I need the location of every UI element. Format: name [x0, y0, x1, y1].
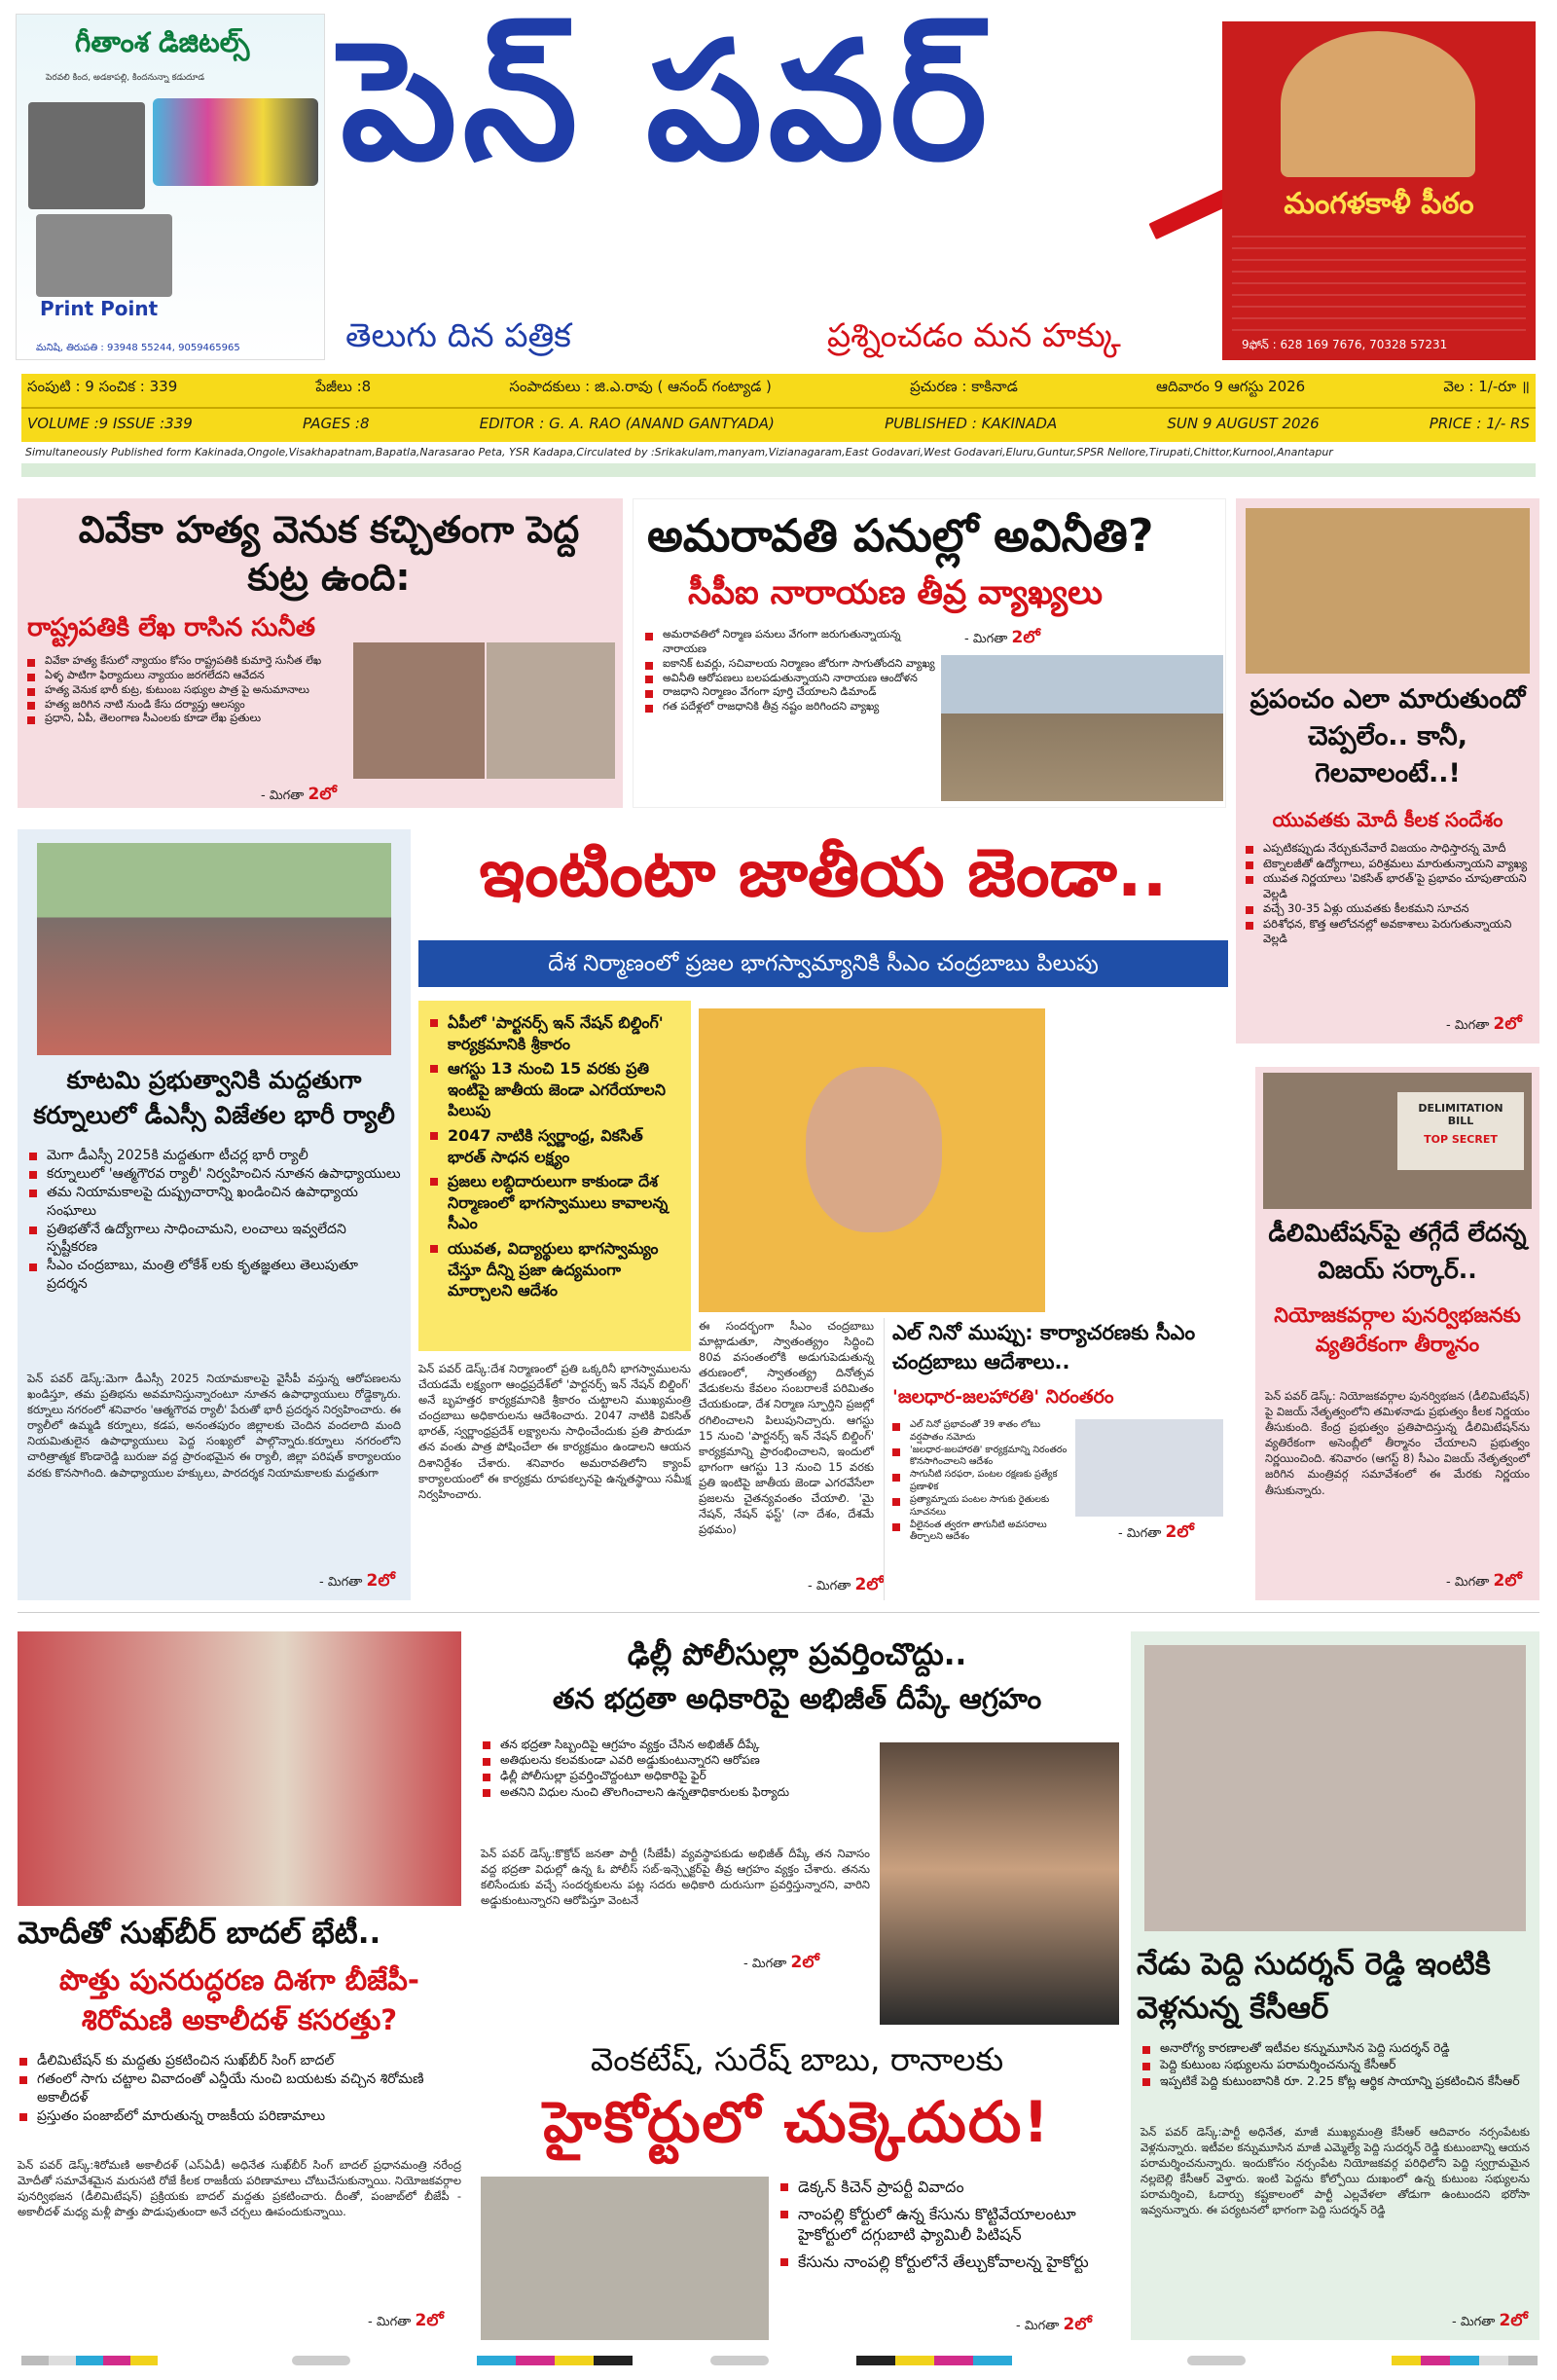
- rally-story: [18, 829, 411, 1600]
- kcr-bullet: అనారోగ్య కారణాలతో ఇటీవల కన్నుమూసిన పెద్ది సుదర్శన్ రెడ్డి: [1141, 2040, 1530, 2057]
- viveka-bullet: హత్య వెనుక భారీ కుట్ర, కుటుంబ సభ్యుల పాత్ర పై అనుమానాలు: [25, 683, 356, 698]
- flag-bullet: 2047 నాటికి స్వర్ణాంధ్ర, వికసిత్ భారత్ సాధన లక్ష్యం: [428, 1125, 683, 1167]
- date-en: SUN 9 AUGUST 2026: [1167, 415, 1320, 432]
- kcr-body: పెన్ పవర్ డెస్క్:పార్టీ అధినేత, మాజీ ముఖ్యమంత్రి కేసీఆర్ ఆదివారం నర్సంపేటకు వెళ్లనున్నారు. ఇటీవల కన్నుమూసిన మాజీ ఎమ్మెల్యే పెద్ది సుదర్శన్ రెడ్డి కుటుంబాన్ని ఆయన పరామర్శించనున్నారు. ఇందుకోసం నర్సంపేట నియోజకవర్గ పరిధిలోని పెద్ది స్వగ్రామమైన నల్లబెల్లి కేసీఆర్ వెళ్తారు. ఇంటి పెద్దను కోల్పోయి దుఃఖంలో ఉన్న కుటుంబ సభ్యులను పరామర్శించి, ఓదార్పు కష్టకాలంలో పార్టీ ఎల్లవేళలా తోడుగా ఉంటుందని భరోసా ఇవ్వనున్నారు. ఈ పర్యటనలో భాగంగా పెద్ది సుదర్శన్ రెడ్డి: [1141, 2125, 1530, 2217]
- tagline-left: తెలుగు దిన పత్రిక: [345, 316, 571, 355]
- published-te: ప్రచురణ : కాకినాడ: [910, 378, 1018, 395]
- rally-bullet: కర్నూలులో 'ఆత్మగౌరవ ర్యాలీ' నిర్వహించిన నూతన ఉపాధ్యాయులు: [27, 1165, 401, 1184]
- ad-contact: మనిషి, తిరుపతి : 93948 55244, 9059465965: [36, 343, 240, 353]
- flag-bullet: ఏపీలో 'పార్టనర్స్ ఇన్ నేషన్ బిల్డింగ్' కార్యక్రమానికి శ్రీకారం: [428, 1012, 683, 1054]
- viveka-bullet: హత్య జరిగిన నాటి నుండి కేసు దర్యాప్తు ఆలస్యం: [25, 698, 356, 713]
- amaravati-bullet: గత పదేళ్లలో రాజధానికి తీవ్ర నష్టం జరిగిందని వ్యాఖ్య: [643, 700, 935, 714]
- volume-en: VOLUME :9 ISSUE :339: [27, 415, 193, 432]
- amaravati-headline: అమరావతి పనుల్లో అవినీతి?: [647, 509, 1154, 562]
- badal-body: పెన్ పవర్ డెస్క్:శిరోమణి అకాలీదళ్ (ఎస్ఏడీ) అధినేత సుఖ్‌బీర్ సింగ్ బాదల్ ప్రధానమంత్రి నరేంద్ర మోదీతో సమావేశమైన మరుసటి రోజే కీలక రాజకీయ పరిణామాలు చోటుచేసుకున్నాయి. నియోజకవర్గాల పునర్విభజన (డీలిమిటేషన్) ప్రక్రియకు బాదల్ మద్దతు ప్రకటించారు. దీంతో, పంజాబ్‌లో బీజేపీ - అకాలీదళ్ మధ్య మళ్లీ పొత్తు పొడుపుతుందా అనే చర్చలు ఊపందుకున్నాయి.: [18, 2158, 461, 2219]
- delimitation-bill: DELIMITATION BILL TOP SECRET: [1397, 1092, 1524, 1170]
- elnino-story: [884, 1318, 1228, 1600]
- modi-bullet: యువత నిర్ణయాలు 'వికసిత్ భారత్'పై ప్రభావం చూపుతాయని వెల్లడి: [1244, 871, 1532, 901]
- viveka-photo: [487, 642, 615, 779]
- pages-te: పేజీలు :8: [315, 378, 372, 395]
- venkatesh-bullets: [778, 2177, 1119, 2272]
- delhi-subhead: తన భద్రతా అధికారిపై అభిజీత్ దీప్కే ఆగ్రహం: [552, 1682, 1042, 1715]
- elnino-subhead: 'జలధార-జలహారతి' నిరంతరం: [892, 1386, 1114, 1408]
- kcr-photo: [1144, 1645, 1526, 1931]
- simultaneous-line: Simultaneously Published form Kakinada,Ongole,Visakhapatnam,Bapatla,Narasarao Peta, YSR Kadapa,Circulated by :Srikakulam,manyam,Vizianagaram,East Godavari,West Godavari,Eluru,Guntur,SPSR Nellore,Tirupati,Chittor,Kurnool,Anantapur: [25, 446, 1333, 458]
- amaravati-bullet: అమరావతిలో నిర్మాణ పనులు వేగంగా జరుగుతున్నాయన్న నారాయణ: [643, 628, 935, 657]
- price-en: PRICE : 1/- RS: [1429, 415, 1530, 432]
- info-strip: [21, 374, 1536, 442]
- badal-continued: - మిగతా 2లో: [368, 2311, 444, 2330]
- modi-subhead: యువతకు మోదీ కీలక సందేశం: [1272, 808, 1503, 831]
- elnino-bullets: [890, 1419, 1071, 1544]
- flag-bullets: [428, 1012, 683, 1301]
- amaravati-story: [633, 498, 1226, 808]
- venkatesh-line2: హైకోర్టులో చుక్కెదురు!: [543, 2089, 1051, 2155]
- modi-headline: ప్రపంచం ఎలా మారుతుందో చెప్పలేం.. కానీ, గెలవాలంటే..!: [1249, 684, 1526, 788]
- viveka-story: [18, 498, 623, 808]
- elnino-bullet: వీలైనంత త్వరగా తాగునీటి అవసరాలు తీర్చాలని ఆదేశం: [890, 1520, 1071, 1545]
- badal-headline: మోదీతో సుఖ్‌బీర్ బాదల్ భేటీ..: [18, 1916, 381, 1951]
- delhi-body: పెన్ పవర్ డెస్క్:కొక్రోచ్ జనతా పార్టీ (సీజేపీ) వ్యవస్థాపకుడు అభిజీత్ దీప్కే తన నివాసం వద్ద భద్రతా విధుల్లో ఉన్న ఓ పోలీస్ సబ్-ఇన్స్పెక్టర్‌పై తీవ్ర ఆగ్రహం వ్యక్తం చేశారు. తనను కలిసేందుకు వచ్చే సందర్శకులను పట్ల సదరు అధికారి దురుసుగా ప్రవర్తిస్తున్నారని, వారిని అడ్డుకుంటున్నారని ఆరోపిస్తూ వెంటనే: [481, 1847, 870, 1908]
- construction-photo: [941, 655, 1223, 801]
- flag-banner: దేశ నిర్మాణంలో ప్రజల భాగస్వామ్యానికి సీఎం చంద్రబాబు పిలుపు: [418, 940, 1228, 987]
- rally-photo: [37, 843, 391, 1055]
- venkatesh-bullet: డెక్కన్ కిచెన్ ప్రాపర్టీ వివాదం: [778, 2177, 1119, 2198]
- ad-shop-name: గీతాంశ డిజిటల్స్: [75, 26, 250, 58]
- amaravati-bullet: ఐకానిక్ టవర్లు, సచివాలయ నిర్మాణం జోరుగా సాగుతోందని వ్యాఖ్య: [643, 657, 935, 672]
- color-calibration-bar-5: [856, 2356, 1012, 2365]
- rally-bullet: తమ నియామకాలపై దుష్ప్రచారాన్ని ఖండించిన ఉపాధ్యాయ సంఘాలు: [27, 1184, 401, 1221]
- pages-en: PAGES :8: [302, 415, 370, 432]
- right-advertisement: [1222, 21, 1536, 360]
- left-advertisement: [16, 14, 325, 360]
- flag-headline: ఇంటింటా జాతీయ జెండా..: [479, 835, 1168, 912]
- badal-modi-photo: [18, 1631, 461, 1906]
- rally-body: పెన్ పవర్ డెస్క్:మెగా డీఎస్సీ 2025 నియామకాలపై వైసీపీ వస్తున్న ఆరోపణలను ఖండిస్తూ, తమ ప్రతిభను అవమానిస్తున్నారంటూ నూతన ఉపాధ్యాయులు రోడ్డెక్కారు. కర్నూలు నగరంలో శనివారం 'ఆత్మగౌరవ ర్యాలీ' పేరుతో భారీ ప్రదర్శన నిర్వహించారు. ఈ ర్యాలీలో ఉమ్మడి కర్నూలు, కడప, అనంతపురం జిల్లాలకు చెందిన వందలాది మంది నియమితులైన ఉపాధ్యాయులు పెద్ద సంఖ్యలో పాల్గొన్నారు.కర్నూలు నగరంలోని చారిత్రాత్మక కొండారెడ్డి బురుజు వద్ద ప్రారంభమైన ఈ ర్యాలీ, జిల్లా పరిషత్ కార్యాలయం వరకు కొనసాగింది. ఉపాధ్యాయుల హక్కులు, పారదర్శక నియామకాలకు మద్దతుగా: [27, 1372, 401, 1480]
- ad-phone: 9ఫోన్ : 628 169 7676, 70328 57231: [1242, 338, 1448, 351]
- delhi-bullet: అతిథులను కలవకుండా ఎవరి అడ్డుకుంటున్నారని ఆరోపణ: [481, 1752, 870, 1768]
- badal-story: [18, 1631, 461, 2340]
- ad-address: పెరవలి కింద, అడకాపల్లి, కిందనున్నా కడుదూడ: [46, 73, 205, 83]
- flag-bullet: ఆగస్టు 13 నుంచి 15 వరకు ప్రతి ఇంటిపై జాతీయ జెండా ఎగరేయాలని పిలుపు: [428, 1058, 683, 1121]
- rally-bullet: ప్రతిభతోనే ఉద్యోగాలు సాధించామని, లంచాలు ఇవ్వలేదని స్పష్టీకరణ: [27, 1221, 401, 1258]
- viveka-bullets: [25, 654, 356, 726]
- viveka-headline: వివేకా హత్య వెనుక కచ్చితంగా పెద్ద కుట్ర ఉంది:: [78, 508, 580, 600]
- flag-body-right: ఈ సందర్భంగా సీఎం చంద్రబాబు మాట్లాడుతూ, స్వాతంత్య్రం సిద్ధించి 80వ వసంతంలోకి అడుగుపెడుతున్న తరుణంలో, స్వాతంత్య్ర దినోత్సవ వేడుకలను కేవలం సంబరాలకే పరిమితం చేయకుండా, దేశ నిర్మాణ స్ఫూర్తిని ప్రజల్లో రగిలించాలని పిలుపునిచ్చారు. ఆగస్టు 15 నుంచి 'పార్టనర్స్ ఇన్ నేషన్ బిల్డింగ్' కార్యక్రమాన్ని ప్రారంభించాలని, ఇందులో భాగంగా ఆగస్టు 13 నుంచి 15 వరకు ప్రతి ఇంటిపై జాతీయ జెండా ఎగరవేసేలా ప్రజలను చైతన్యవంతం చేయాలి. 'మై నేషన్, నేషన్ ఫస్ట్' (నా దేశం, దేశమే ప్రథమం): [699, 1319, 874, 1537]
- venkatesh-bullet: కేసును నాంపల్లి కోర్టులోనే తేల్చుకోవాలన్న హైకోర్టు: [778, 2252, 1119, 2273]
- rally-bullet: సీఎం చంద్రబాబు, మంత్రి లోకేశ్ లకు కృతజ్ఞతలు తెలుపుతూ ప్రదర్శన: [27, 1257, 401, 1294]
- flag-bullet: యువత, విద్యార్థులు భాగస్వామ్యం చేస్తూ దీన్ని ప్రజా ఉద్యమంగా మార్చాలని ఆదేశం: [428, 1238, 683, 1301]
- color-calibration-bar-2: [292, 2356, 350, 2365]
- color-calibration-bar-7: [1392, 2356, 1538, 2365]
- abhijit-photo: [880, 1742, 1119, 2025]
- modi-story: [1236, 498, 1539, 1044]
- badal-subhead: పొత్తు పునరుద్ధరణ దిశగా బీజేపీ-శిరోమణి అకాలీదళ్ కసరత్తు?: [59, 1963, 419, 2036]
- badal-bullet: డీలిమిటేషన్ కు మద్దతు ప్రకటించిన సుఖ్‌బీర్ సింగ్ బాదల్: [18, 2052, 461, 2070]
- delhi-bullet: అతనిని విధుల నుంచి తొలగించాలని ఉన్నతాధికారులకు ఫిర్యాదు: [481, 1784, 870, 1800]
- info-divider: [21, 407, 1536, 409]
- delimitation-story: [1255, 1067, 1539, 1600]
- ad-logo: Print Point: [40, 297, 159, 320]
- elnino-bullet: 'జలధార-జలహారతి' కార్యక్రమాన్ని నిరంతరం కొనసాగించాలని ఆదేశం: [890, 1445, 1071, 1470]
- delhi-bullets: [481, 1737, 870, 1800]
- published-en: PUBLISHED : KAKINADA: [885, 415, 1058, 432]
- elnino-bullet: సాగునీటి సరఫరా, పంటల రక్షణకు ప్రత్యేక ప్రణాళిక: [890, 1469, 1071, 1494]
- elnino-bullet: ఎల్ నినో ప్రభావంతో 39 శాతం లోటు వర్షపాతం నమోదు: [890, 1419, 1071, 1445]
- delhi-bullet: తన భద్రతా సిబ్బందిపై ఆగ్రహం వ్యక్తం చేసిన అభిజీత్ దీప్కే: [481, 1737, 870, 1752]
- flag-story: [418, 829, 1228, 1600]
- cm-face: [806, 1067, 942, 1232]
- kcr-story: [1131, 1631, 1539, 2340]
- rally-continued: - మిగతా 2లో: [319, 1571, 395, 1591]
- viveka-bullet: ప్రధాని, ఏపీ, తెలంగాణ సీఎంలకు కూడా లేఖ ప్రతులు: [25, 712, 356, 726]
- amaravati-bullet: అవినీతి ఆరోపణలు బలపడుతున్నాయని నారాయణ ఆందోళన: [643, 672, 935, 686]
- delimitation-subhead: నియోజకవర్గాల పునర్విభజనకు వ్యతిరేకంగా తీర్మానం: [1274, 1303, 1521, 1357]
- kcr-continued: - మిగతా 2లో: [1452, 2311, 1528, 2330]
- delimitation-body: పెన్ పవర్ డెస్క్: నియోజకవర్గాల పునర్విభజన (డీలిమిటేషన్) పై విజయ్ నేతృత్వంలోని తమిళనాడు ప్రభుత్వం కీలక నిర్ణయం తీసుకుంది. కేంద్ర ప్రభుత్వం ప్రతిపాదిస్తున్న డీలిమిటేషన్‌ను వ్యతిరేకంగా అసెంబ్లీలో తీర్మానం చేయాలని ప్రభుత్వం నిర్ణయించింది. శనివారం (ఆగస్ట్ 8) సీఎం విజయ్ నేతృత్వంలో జరిగిన మంత్రివర్గ సమావేశంలో ఈ మేరకు నిర్ణయం తీసుకున్నారు.: [1265, 1389, 1530, 1497]
- editor-en: EDITOR : G. A. RAO (ANAND GANTYADA): [479, 415, 775, 432]
- modi-bullet: వచ్చే 30-35 ఏళ్లు యువతకు కీలకమని సూచన: [1244, 901, 1532, 917]
- venkatesh-bullet: నాంపల్లి కోర్టులో ఉన్న కేసును కొట్టివేయాలంటూ హైకోర్టులో దగ్గుబాటి ఫ్యామిలీ పిటిషన్: [778, 2204, 1119, 2246]
- color-calibration-bar-3: [477, 2356, 633, 2365]
- delimitation-continued: - మిగతా 2లో: [1446, 1571, 1522, 1591]
- color-calibration-bar-4: [710, 2356, 769, 2365]
- swamiji-photo: [1281, 31, 1475, 177]
- flag-continued: - మిగతా 2లో: [808, 1575, 884, 1594]
- modi-bullet: టెక్నాలజీతో ఉద్యోగాలు, పరిశ్రమలు మారుతున్నాయని వ్యాఖ్య: [1244, 857, 1532, 872]
- elnino-continued: - మిగతా 2లో: [1118, 1522, 1194, 1542]
- masthead-title: పెన్ పవర్: [341, 6, 994, 197]
- modi-bullets: [1244, 841, 1532, 947]
- viveka-continued: - మిగతా 2లో: [261, 785, 337, 804]
- elnino-photo: [1075, 1419, 1223, 1517]
- delimitation-photo: [1263, 1073, 1532, 1209]
- ink-bottles-image: [153, 98, 318, 186]
- viveka-subhead: రాష్ట్రపతికి లేఖ రాసిన సునీత: [27, 613, 316, 642]
- ad-details: [1232, 236, 1526, 333]
- badal-bullets: [18, 2052, 461, 2126]
- venkatesh-line1: వెంకటేష్, సురేష్ బాబు, రానాలకు: [590, 2040, 1004, 2078]
- modi-bullet: పరిశోధన, కొత్త ఆలోచనల్లో అవకాశాలు పెరుగుతున్నాయని వెల్లడి: [1244, 917, 1532, 947]
- color-calibration-bar-6: [1187, 2356, 1246, 2365]
- color-calibration-bar-1: [21, 2356, 158, 2365]
- daggubati-photo: [481, 2177, 769, 2340]
- badal-bullet: ప్రస్తుతం పంజాబ్‌లో మారుతున్న రాజకీయ పరిణామాలు: [18, 2107, 461, 2126]
- amaravati-bullet: రాజధాని నిర్మాణం వేగంగా పూర్తి చేయాలని డిమాండ్: [643, 685, 935, 700]
- delhi-story: [471, 1631, 1123, 2029]
- kcr-bullet: ఇప్పటికే పెద్ది కుటుంబానికి రూ. 2.25 కోట్ల ఆర్థిక సాయాన్ని ప్రకటించిన కేసీఆర్: [1141, 2073, 1530, 2090]
- sunitha-photo: [353, 642, 485, 779]
- venkatesh-story: [471, 2040, 1123, 2340]
- flag-body-left: పెన్ పవర్ డెస్క్:దేశ నిర్మాణంలో ప్రతి ఒక్కరినీ భాగస్వాములను చేయడమే లక్ష్యంగా ఆంధ్రప్రదేశ్‌లో 'పార్టనర్స్ ఇన్ నేషన్ బిల్డింగ్' అనే బృహత్తర కార్యక్రమానికి శ్రీకారం చుట్టాలని ముఖ్యమంత్రి చంద్రబాబు అధికారులను ఆదేశించారు. 2047 నాటికి వికసిత్ భారత్, స్వర్ణాంధ్రప్రదేశ్ లక్ష్యాలను సాధించేందుకు ప్రతి పౌరుడూ తన వంతు పాత్ర పోషించేలా ఈ కార్యక్రమం ఉండాలని ఆయన దిశానిర్దేశం చేశారు. శనివారం అమరావతిలోని క్యాంప్ కార్యాలయంలో ఈ కార్యక్రమ రూపకల్పనపై ఉన్నతస్థాయి సమీక్ష నిర్వహించారు.: [418, 1362, 691, 1501]
- volume-te: సంపుటి : 9 సంచిక : 339: [27, 378, 178, 395]
- rally-bullets: [27, 1147, 401, 1294]
- elnino-headline: ఎల్ నినో ముప్పు: కార్యాచరణకు సీఎం చంద్రబాబు ఆదేశాలు..: [892, 1321, 1196, 1374]
- date-te: ఆదివారం 9 ఆగస్టు 2026: [1155, 378, 1306, 395]
- amaravati-subhead: సీపీఐ నారాయణ తీవ్ర వ్యాఖ్యలు: [688, 573, 1103, 612]
- printer-image: [28, 102, 145, 209]
- modi-photo: [1246, 508, 1530, 674]
- info-row-2: [27, 415, 1530, 432]
- green-rule: [21, 463, 1536, 477]
- viveka-bullet: వివేకా హత్య కేసులో న్యాయం కోసం రాష్ట్రపతికి కుమార్తె సునీత లేఖ: [25, 654, 356, 669]
- badal-bullet: గతంలో సాగు చట్టాల వివాదంతో ఎన్డీయే నుంచి బయటకు వచ్చిన శిరోమణి అకాలీదళ్: [18, 2070, 461, 2107]
- viveka-bullet: ఏళ్ళ పాటిగా ఫిర్యాదులు న్యాయం జరగలేదని ఆవేదన: [25, 669, 356, 683]
- kcr-headline: నేడు పెద్ది సుదర్శన్ రెడ్డి ఇంటికి వెళ్లనున్న కేసీఆర్: [1137, 1947, 1491, 2026]
- chandrababu-photo: [699, 1008, 1045, 1312]
- delhi-bullet: ఢిల్లీ పోలీసుల్లా ప్రవర్తించొద్దంటూ అధికారిపై ఫైర్: [481, 1768, 870, 1783]
- modi-continued: - మిగతా 2లో: [1446, 1014, 1522, 1034]
- large-printer-image: [36, 214, 172, 297]
- amaravati-continued: - మిగతా 2లో: [964, 628, 1040, 647]
- modi-bullet: ఎప్పటికప్పుడు నేర్చుకునేవారే విజయం సాధిస్తారన్న మోదీ: [1244, 841, 1532, 857]
- flag-bullet: ప్రజలు లబ్ధిదారులుగా కాకుండా దేశ నిర్మాణంలో భాగస్వాములు కావాలన్న సీఎం: [428, 1171, 683, 1234]
- venkatesh-continued: - మిగతా 2లో: [1016, 2315, 1092, 2334]
- editor-te: సంపాదకులు : జి.ఎ.రావు ( ఆనంద్ గంట్యాడ ): [509, 378, 772, 395]
- flag-bullet-box: [418, 1001, 691, 1351]
- delhi-headline: ఢిల్లీ పోలీసుల్లా ప్రవర్తించొద్దు..: [627, 1637, 967, 1672]
- info-row-1: [27, 378, 1530, 399]
- kcr-bullet: పెద్ది కుటుంబ సభ్యులను పరామర్శించనున్న కేసీఆర్: [1141, 2057, 1530, 2073]
- ad-title: మంగళకాళీ పీఠం: [1284, 187, 1474, 221]
- price-te: వెల : 1/-రూ ॥: [1443, 378, 1530, 395]
- kcr-bullets: [1141, 2040, 1530, 2090]
- delhi-continued: - మిగతా 2లో: [743, 1953, 819, 1972]
- amaravati-bullets: [643, 628, 935, 714]
- delimitation-headline: డీలిమిటేషన్‌పై తగ్గేదే లేదన్న విజయ్ సర్కార్..: [1268, 1219, 1527, 1284]
- tagline-right: ప్రశ్నించడం మన హక్కు: [827, 316, 1121, 355]
- rally-headline: కూటమి ప్రభుత్వానికి మద్దతుగా కర్నూలులో డీఎస్సీ విజేతల భారీ ర్యాలీ: [33, 1066, 395, 1130]
- elnino-bullet: ప్రత్యామ్నాయ పంటల సాగుకు రైతులకు సూచనలు: [890, 1494, 1071, 1520]
- section-divider: [18, 1612, 1539, 1613]
- rally-bullet: మెగా డీఎస్సీ 2025కి మద్దతుగా టీచర్ల భారీ ర్యాలీ: [27, 1147, 401, 1165]
